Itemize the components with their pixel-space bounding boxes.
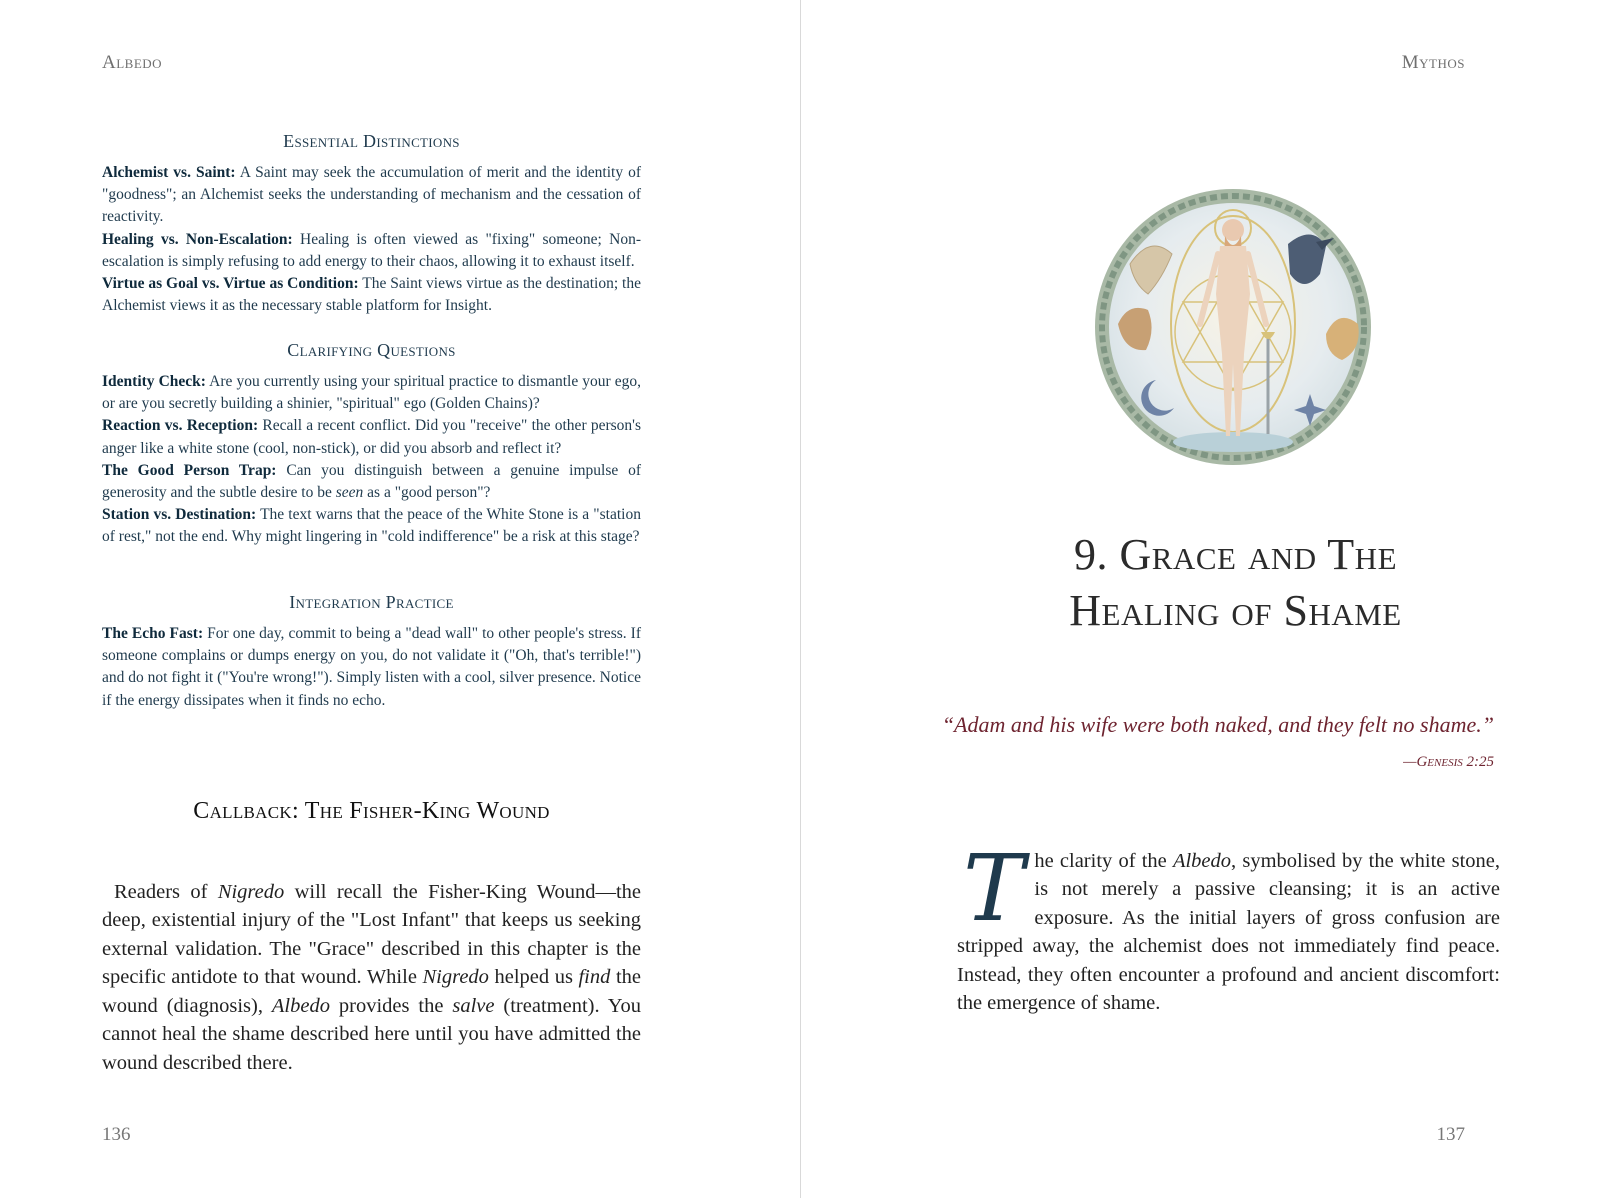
albedo-emblem-icon: [1090, 184, 1376, 470]
chapter-title-line: 9. Grace and The: [1073, 530, 1398, 579]
emphasis-salve: salve: [452, 994, 495, 1017]
entry: [102, 415, 641, 459]
text-run: will recall the Fisher-King Wound—the deep, existential injury of the "Lost Infant" that keeps us seeking external validation. The "Grace" described in this chapter is the specific antidote to that wound. While: [102, 880, 642, 989]
entry-term: Reaction vs. Reception:: [102, 417, 259, 435]
text-run: helped us: [494, 966, 573, 989]
entry-term: Station vs. Destination:: [102, 506, 257, 524]
book-title-nigredo: Nigredo: [217, 880, 285, 903]
text-run: Readers of: [114, 880, 208, 903]
entry: [102, 371, 641, 415]
page-number: 136: [102, 1124, 131, 1145]
emphasis-find: find: [578, 966, 611, 989]
book-title-albedo: Albedo: [271, 994, 330, 1017]
entry-term: The Echo Fast:: [102, 625, 204, 642]
entry-text: Are you currently using your spiritual practice to dismantle your ego, or are you secretly building a shinier, "spiritual" ego (Golden Chains)?: [102, 373, 641, 413]
callback-paragraph: [102, 878, 641, 1078]
section-heading: Clarifying Questions: [287, 340, 456, 360]
entry-emphasis: seen: [335, 484, 364, 502]
entry-term: Identity Check:: [102, 373, 206, 390]
running-head: Albedo: [102, 52, 163, 73]
text-run: he clarity of the: [1034, 849, 1167, 872]
entry-term: Alchemist vs. Saint:: [102, 164, 236, 181]
epigraph: “Adam and his wife were both naked, and they felt no shame.”: [941, 712, 1494, 737]
section-heading: Integration Practice: [289, 592, 454, 612]
text-run: , symbolised by the white stone, is not merely a passive cleansing; it is an active exposure. As the initial layers of gross confusion are stripped away, the alchemist does not immediately find peace. Instead, they often encounter a profound and ancient discomfort: the emergence of shame.: [957, 849, 1500, 1015]
entry-text: For one day, commit to being a "dead wall" to other people's stress. If someone complains or dumps energy on you, do not validate it ("Oh, that's terrible!") and do not fight it ("You're wrong!"). Simply listen with a cool, silver presence. Notice if the energy dissipates when it finds no echo.: [102, 625, 642, 709]
entry: [102, 460, 641, 504]
entry-text: Recall a recent conflict. Did you "receive" the other person's anger like a white stone (cool, non-stick), or did you absorb and reflect it?: [102, 417, 641, 457]
chapter-title-line: Healing of Shame: [1069, 586, 1402, 635]
clarifying-questions-section: [102, 340, 641, 549]
text-run: the wound (diagnosis),: [102, 966, 641, 1017]
page-number: 137: [1436, 1124, 1465, 1145]
entry-text: The text warns that the peace of the White Stone is a "station of rest," not the end. Why might lingering in "cold indifference" be a risk at this stage?: [102, 506, 641, 546]
entry-text: Can you distinguish between a genuine impulse of generosity and the subtle desire to be: [102, 461, 642, 502]
chapter-title: [957, 527, 1514, 639]
book-title-nigredo: Nigredo: [422, 966, 489, 989]
entry-text: Healing is often viewed as "fixing" someone; Non-escalation is simply refusing to add energy to their chaos, allowing it to exhaust itself.: [102, 230, 642, 270]
entry-text: The Saint views virtue as the destination; the Alchemist views it as the necessary stable platform for Insight.: [102, 275, 641, 315]
drop-cap: T: [963, 834, 1025, 942]
integration-practice-section: [102, 592, 641, 712]
entry-term: Healing vs. Non-Escalation:: [102, 230, 293, 248]
entry-text: as a "good person"?: [367, 484, 491, 502]
entry: [102, 623, 641, 712]
entry: [102, 229, 641, 273]
entry-term: Virtue as Goal vs. Virtue as Condition:: [102, 275, 359, 293]
entry: [102, 504, 641, 548]
section-heading: Essential Distinctions: [283, 131, 460, 151]
book-title-albedo: Albedo: [1172, 849, 1232, 872]
text-run: provides the: [338, 994, 444, 1017]
entry-text: A Saint may seek the accumulation of merit and the identity of "goodness"; an Alchemist seeks the understanding of mechanism and the cessation of reactivity.: [102, 164, 641, 226]
entry-term: The Good Person Trap:: [102, 461, 277, 479]
running-head: Mythos: [1401, 52, 1465, 73]
epigraph-attribution: —Genesis 2:25: [1403, 754, 1494, 770]
essential-distinctions-section: [102, 131, 641, 317]
text-run: (treatment). You cannot heal the shame described here until you have admitted the wound described there.: [102, 994, 641, 1075]
opening-paragraph: [957, 834, 1500, 1019]
callback-title: Callback: The Fisher-King Wound: [193, 798, 550, 824]
entry: [102, 273, 641, 317]
entry: [102, 162, 641, 229]
right-page: [801, 0, 1600, 1198]
